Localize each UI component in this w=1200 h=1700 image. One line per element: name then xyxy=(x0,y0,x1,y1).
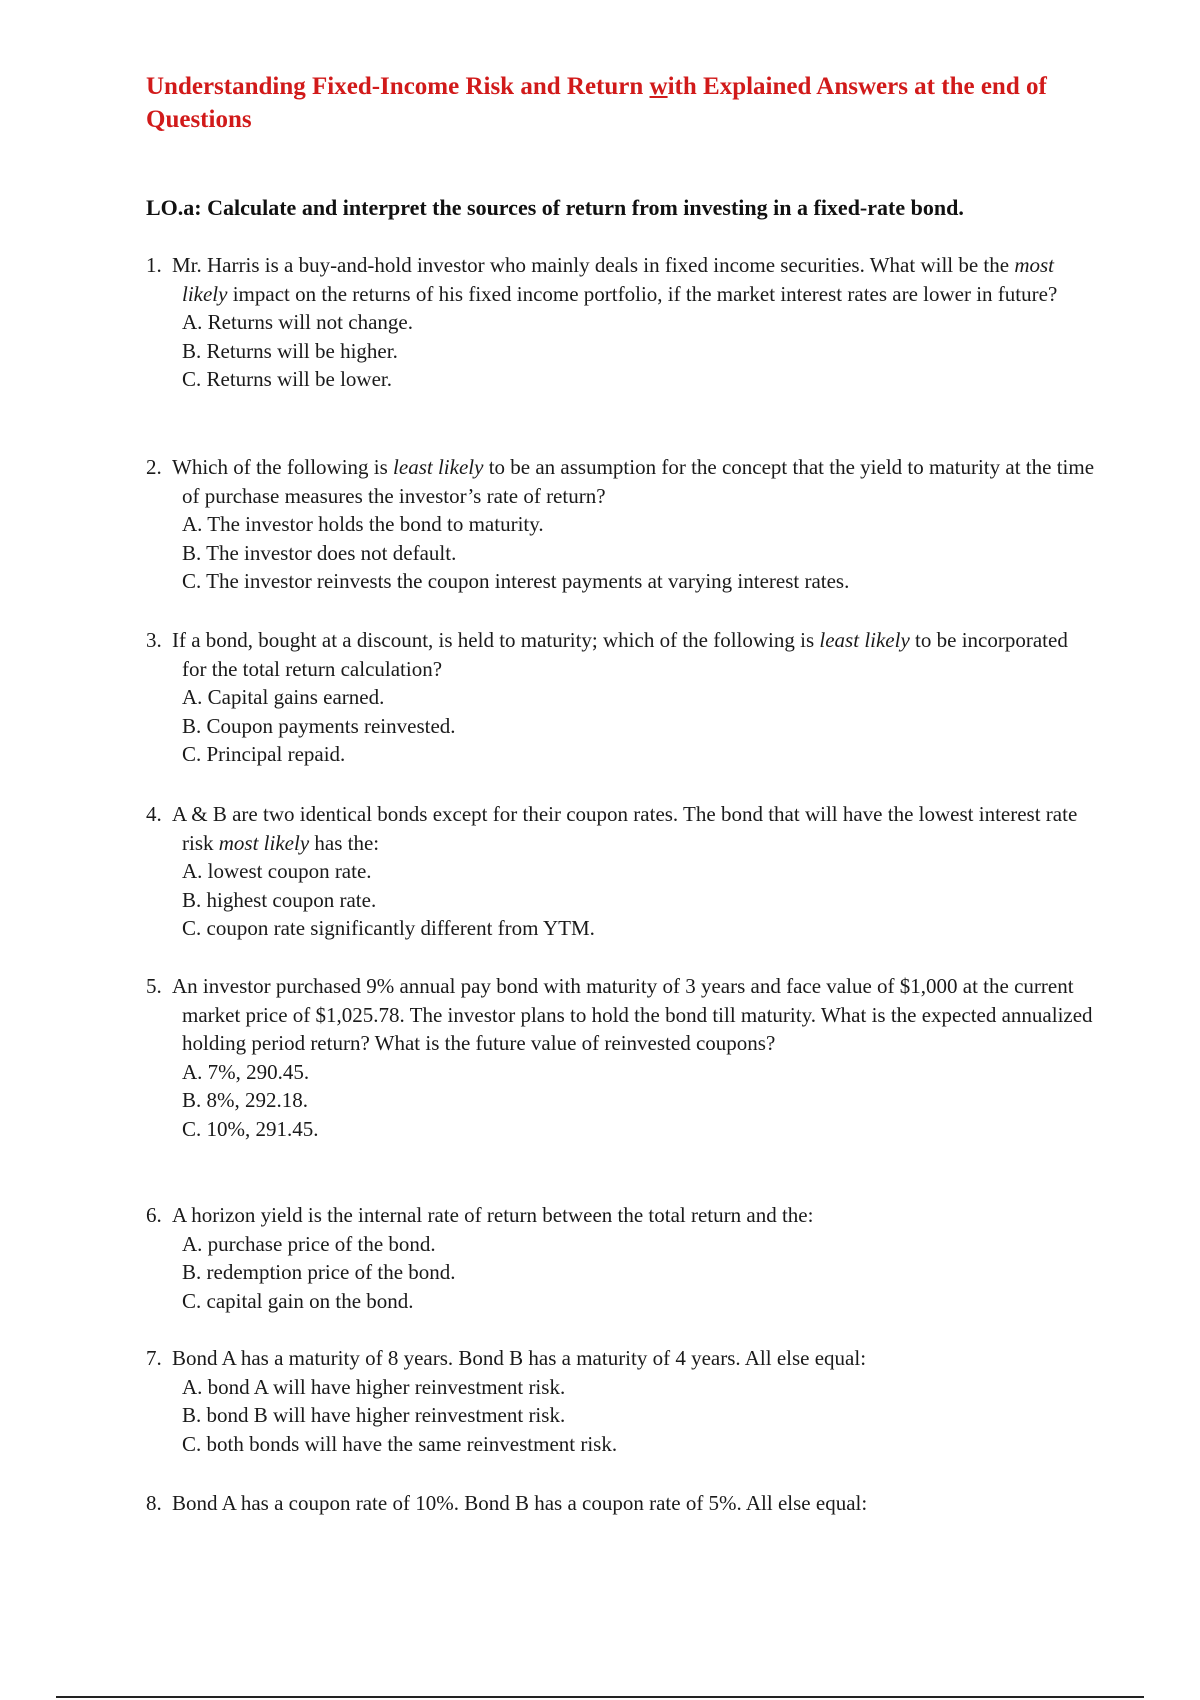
question-number: 3. xyxy=(146,628,162,652)
answer-option: A. Returns will not change. xyxy=(182,310,413,334)
question-text xyxy=(146,1201,1096,1230)
question-text xyxy=(146,1344,1096,1373)
question-6 xyxy=(146,1201,1096,1315)
answer-option: B. Returns will be higher. xyxy=(182,338,398,363)
question-1 xyxy=(146,251,1096,394)
answer-option: A. Capital gains earned. xyxy=(182,685,385,709)
question-emphasis: most likely xyxy=(182,253,1055,306)
question-number: 4. xyxy=(146,802,162,826)
answer-option: C. coupon rate significantly different from YTM. xyxy=(182,916,595,940)
answer-option: A. 7%, 290.45. xyxy=(182,1059,310,1084)
question-text xyxy=(146,1489,1096,1518)
question-number: 8. xyxy=(146,1491,162,1515)
question-text xyxy=(146,251,1096,308)
question-stem: A horizon yield is the internal rate of return between the total return and the: xyxy=(172,1203,814,1227)
question-emphasis: most likely xyxy=(218,830,310,855)
answer-option: C. The investor reinvests the coupon interest payments at varying interest rates. xyxy=(182,569,850,593)
title-underlined-letter: w xyxy=(649,73,668,100)
answer-option: A. The investor holds the bond to maturity. xyxy=(182,512,544,536)
question-7 xyxy=(146,1344,1096,1458)
question-stem-end: to be incorporated for the total return calculation? xyxy=(182,628,1068,681)
answer-option: B. Coupon payments reinvested. xyxy=(182,713,456,738)
question-emphasis: least likely xyxy=(393,455,484,479)
question-stem: If a bond, bought at a discount, is held to maturity; which of the following is xyxy=(172,628,820,652)
question-text xyxy=(146,972,1096,1058)
page-footer-rule xyxy=(56,1696,1144,1698)
question-number: 6. xyxy=(146,1203,162,1227)
title-part2: ith Explained Answers at the end of Questions xyxy=(146,73,1047,133)
answer-option: C. Principal repaid. xyxy=(182,742,346,766)
question-number: 2. xyxy=(146,455,162,479)
learning-objective-heading: LO.a: Calculate and interpret the sources of return from investing in a fixed-rate bond. xyxy=(146,195,964,220)
answer-option: A. bond A will have higher reinvestment risk. xyxy=(182,1374,566,1399)
answer-option: A. lowest coupon rate. xyxy=(182,859,372,883)
answer-option: B. bond B will have higher reinvestment risk. xyxy=(182,1403,566,1427)
question-number: 7. xyxy=(146,1346,162,1370)
answer-option: C. both bonds will have the same reinvestment risk. xyxy=(182,1431,618,1456)
question-emphasis: least likely xyxy=(819,628,910,652)
answer-option: B. redemption price of the bond. xyxy=(182,1260,456,1284)
question-stem: Mr. Harris is a buy-and-hold investor who mainly deals in fixed income securities. What will be the xyxy=(172,253,1015,277)
question-8 xyxy=(146,1489,1096,1518)
answer-option: B. 8%, 292.18. xyxy=(182,1088,308,1112)
answer-option: C. Returns will be lower. xyxy=(182,367,392,391)
question-stem: Bond A has a maturity of 8 years. Bond B has a maturity of 4 years. All else equal: xyxy=(172,1346,867,1370)
title-part1: Understanding Fixed-Income Risk and Return xyxy=(146,73,650,100)
answer-option: B. The investor does not default. xyxy=(182,540,457,565)
question-stem: An investor purchased 9% annual pay bond with maturity of 3 years and face value of $1,000 at the current market price of $1,025.78. The investor plans to hold the bond till maturity. What is the expected annualized holding period return? What is the future value of reinvested coupons? xyxy=(172,974,1093,1055)
question-stem-end: has the: xyxy=(309,830,380,855)
answer-option: B. highest coupon rate. xyxy=(182,887,377,912)
answer-option: A. purchase price of the bond. xyxy=(182,1231,436,1256)
question-stem-end: to be an assumption for the concept that the yield to maturity at the time of purchase measures the investor’s rate of return? xyxy=(182,455,1095,508)
question-text xyxy=(146,453,1096,510)
answer-option: C. capital gain on the bond. xyxy=(182,1288,414,1313)
document-title xyxy=(146,70,1106,136)
question-2 xyxy=(146,453,1096,596)
question-4 xyxy=(146,800,1096,943)
question-stem-end: impact on the returns of his fixed income portfolio, if the market interest rates are lower in future? xyxy=(227,281,1058,306)
question-stem: Bond A has a coupon rate of 10%. Bond B has a coupon rate of 5%. All else equal: xyxy=(172,1491,868,1515)
question-stem: A & B are two identical bonds except for their coupon rates. The bond that will have the lowest interest rate risk xyxy=(172,802,1078,855)
question-stem: Which of the following is xyxy=(172,455,394,479)
question-5 xyxy=(146,972,1096,1143)
question-text xyxy=(146,800,1096,857)
answer-option: C. 10%, 291.45. xyxy=(182,1116,319,1141)
question-number: 5. xyxy=(146,974,162,998)
question-text xyxy=(146,626,1096,683)
question-3 xyxy=(146,626,1096,769)
question-number: 1. xyxy=(146,253,162,277)
